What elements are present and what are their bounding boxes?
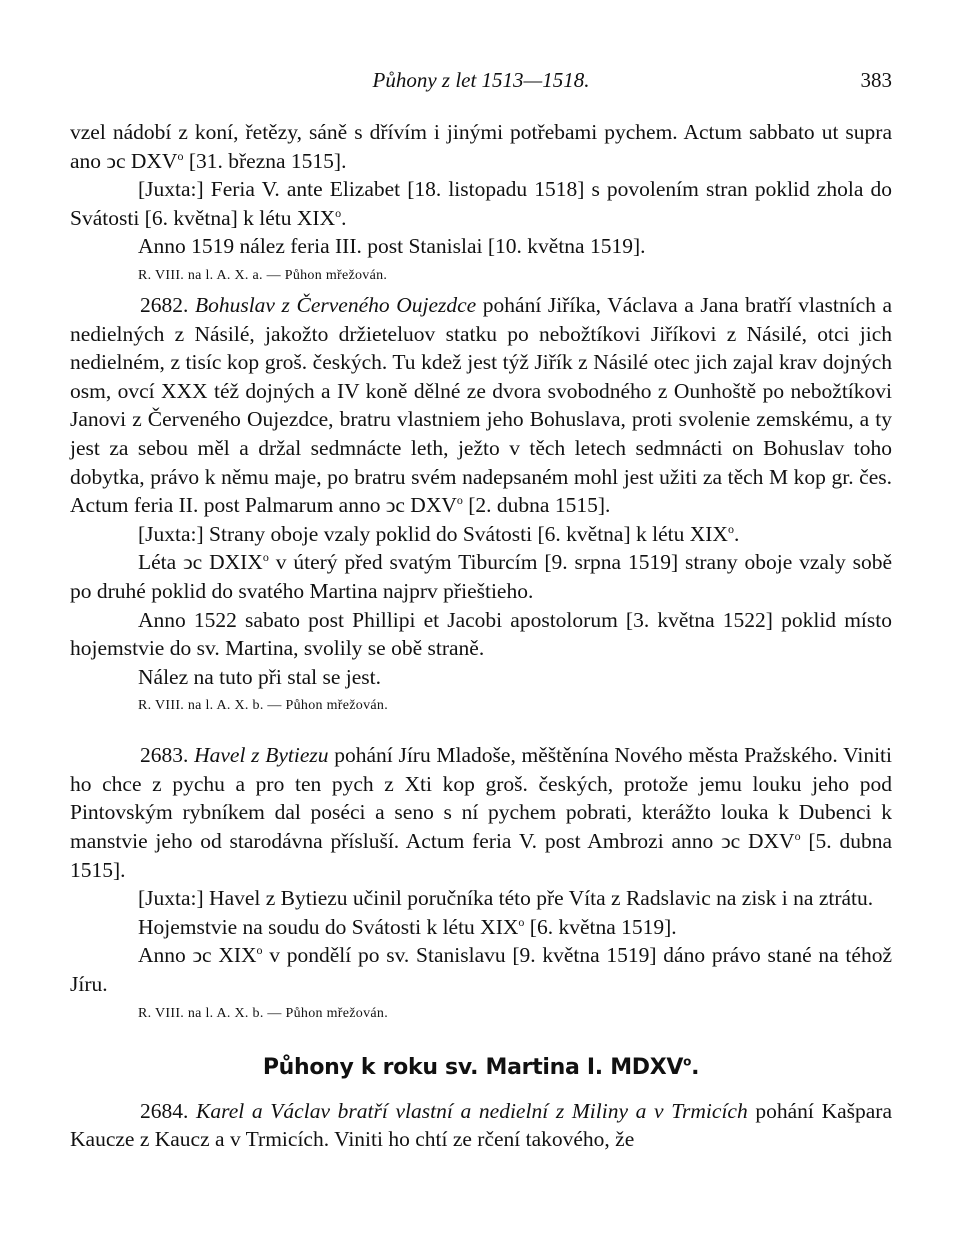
running-title: Půhony z let 1513—1518. bbox=[372, 68, 590, 92]
paragraph: [Juxta:] Feria V. ante Elizabet [18. listopadu 1518] s povolením stran poklid zhola do Svátosti [6. května] k létu XIX$^o$. bbox=[70, 177, 892, 230]
entry-number: 2684. bbox=[140, 1098, 189, 1123]
source-reference: R. VIII. na l. A. X. b. — Půhon mřežován. bbox=[138, 698, 389, 714]
entry-2683: 2683. Havel z Bytiezu pohání Jíru Mladoše, měštěnína Nového města Pražského. Viniti ho chce z pychu a pro ten pych z Xti kop groš. českých, protože jemu louku jeho pod Pintovským rybníkem dal poséci a seno s ní pychem pobrati, kterážto louka k Dubenci k manstvie jeho od starodávna přísluší. Actum feria V. post Ambrozi anno ͻc DXV$^o$ [5. dubna 1515]. bbox=[70, 743, 893, 882]
page-number: 383 bbox=[860, 68, 892, 92]
entry-2684: 2684. Karel a Václav bratří vlastní a nedielní z Miliny a v Trmicích pohání Kašpara Kaucze z Kaucz a v Trmicích. Viniti ho chtí ze rčení takového, že bbox=[70, 1098, 892, 1152]
entry-party: Bohuslav z Červeného Oujezdce bbox=[194, 292, 477, 317]
page-body bbox=[70, 118, 892, 1154]
paragraph: Anno 1519 nález feria III. post Stanislai [10. května 1519]. bbox=[138, 234, 646, 259]
entry-number: 2683. bbox=[140, 743, 189, 768]
paragraph: Hojemstvie na soudu do Svátosti k létu XIX$^o$ [6. května 1519]. bbox=[138, 914, 677, 939]
paragraph: Anno ͻc XIX$^o$ v pondělí po sv. Stanislavu [9. května 1519] dáno právo stané na téhož Jíru. bbox=[70, 943, 892, 997]
paragraph: [Juxta:] Strany oboje vzaly poklid do Svátosti [6. května] k létu XIX$^o$. bbox=[138, 521, 740, 546]
paragraph: Léta ͻc DXIX$^o$ v úterý před svatým Tiburcím [9. srpna 1519] strany oboje vzaly sobě po druhé poklid do svatého Martina najprv přieštieho. bbox=[70, 550, 892, 603]
running-header bbox=[70, 68, 892, 98]
entry-party: Karel a Václav bratří vlastní a nedielní z Miliny a v Trmicích bbox=[196, 1098, 748, 1123]
entry-2682: 2682. Bohuslav z Červeného Oujezdce pohání Jiříka, Václava a Jana bratří vlastních a nedielných z Násilé, jakožto držieteluov statku po nebožtíkovi Jiříkovi z Násilé, otci jich nedielném, z tisíc kop groš. českých. Tu kdež jest týž Jiřík z Násilé otec jich zajal krav dojných osm, ovcí XXX též dojných a IV koně dělné ze dvora svobodného z Ounhoště po nebožtíkovi Janovi z Červeného Oujezdce, bratru vlastniem jeho Bohuslava, proti svolenie zemskému, a ty jest za sebou měl a držal sedmnácte leth, ježto v těch letech sedmnácti on Bohuslav toho dobytka, právo k němu maje, po bratru svém nadepsaném mohl jest užiti za těch M kop gr. čes. Actum feria II. post Palmarum anno ͻc DXV$^o$ [2. dubna 1515]. bbox=[70, 292, 892, 518]
source-reference: R. VIII. na l. A. X. b. — Půhon mřežován. bbox=[138, 1005, 389, 1021]
section-heading: Půhony k roku sv. Martina I. MDXV$^o$. bbox=[262, 1054, 700, 1080]
paragraph: Nález na tuto při stal se jest. bbox=[138, 664, 381, 689]
paragraph: [Juxta:] Havel z Bytiezu učinil poručníka této pře Víta z Radslavic na zisk i na ztrátu. bbox=[138, 886, 874, 911]
paragraph: Anno 1522 sabato post Phillipi et Jacobi apostolorum [3. května 1522] poklid místo hojemstvie do sv. Martina, svolily se obě straně. bbox=[70, 607, 892, 661]
source-reference: R. VIII. na l. A. X. a. — Půhon mřežován. bbox=[138, 267, 388, 283]
entry-number: 2682. bbox=[140, 292, 189, 317]
paragraph: vzel nádobí z koní, řetězy, sáně s dřívím i jinými potřebami pychem. Actum sabbato ut supra ano ͻc DXV$^o$ [31. března 1515]. bbox=[70, 120, 892, 173]
entry-party: Havel z Bytiezu bbox=[194, 743, 329, 768]
